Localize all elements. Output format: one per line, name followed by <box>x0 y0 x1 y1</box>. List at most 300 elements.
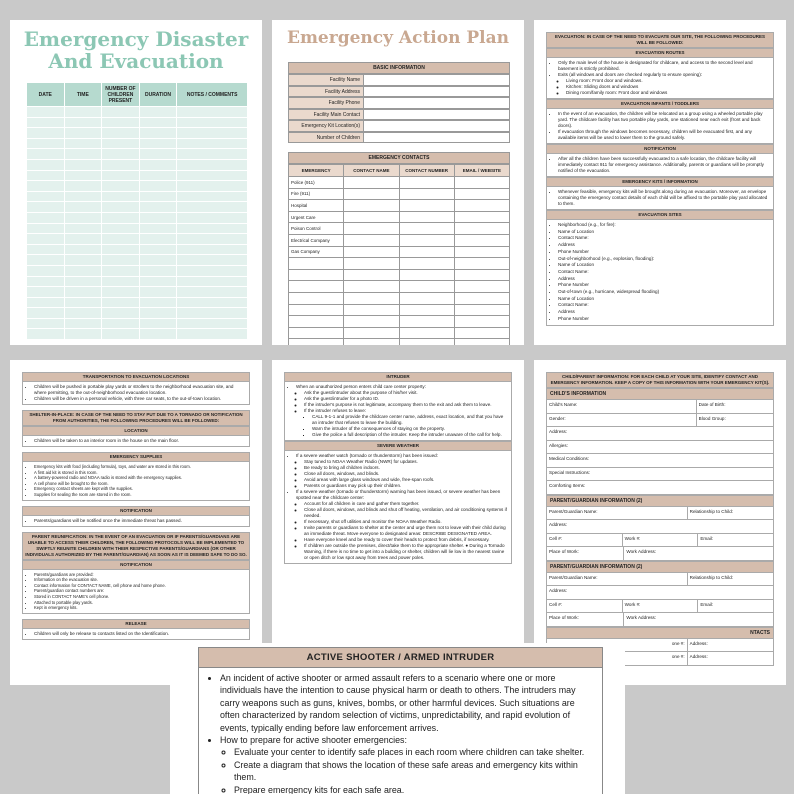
section-header: PARENT/GUARDIAN INFORMATION (2) <box>546 561 774 573</box>
table-cell[interactable] <box>102 255 140 266</box>
table-cell[interactable] <box>399 188 454 200</box>
table-cell[interactable] <box>177 138 248 149</box>
table-cell[interactable] <box>399 269 454 281</box>
table-cell[interactable] <box>139 234 177 245</box>
table-row <box>289 281 510 293</box>
table-cell[interactable] <box>454 281 509 293</box>
table-cell[interactable] <box>399 304 454 316</box>
cell-field[interactable]: Cell #: <box>547 534 623 547</box>
table-cell[interactable] <box>344 223 399 235</box>
table-cell[interactable] <box>454 223 509 235</box>
table-cell[interactable] <box>102 212 140 223</box>
table-cell[interactable] <box>102 308 140 319</box>
table-cell[interactable] <box>64 297 102 308</box>
list-item: • Address <box>558 276 770 283</box>
section-body <box>546 109 774 144</box>
table-cell[interactable] <box>139 138 177 149</box>
table-row <box>27 329 248 340</box>
address-field[interactable]: Address: <box>689 640 708 646</box>
field-input[interactable] <box>364 74 510 86</box>
section-body <box>546 187 774 210</box>
table-cell[interactable] <box>177 223 248 234</box>
table-cell[interactable] <box>177 318 248 329</box>
work-address-field[interactable]: Work Address: <box>626 549 657 554</box>
section-header: EVACUATION: IN CASE OF THE NEED TO EVACUATE OUR SITE, THE FOLLOWING PROCEDURES WILL BE FOLLOWED: <box>546 32 774 48</box>
table-cell[interactable] <box>177 107 248 118</box>
table-cell[interactable] <box>139 181 177 192</box>
table-cell[interactable] <box>102 244 140 255</box>
table-cell[interactable] <box>64 212 102 223</box>
table-cell[interactable] <box>64 170 102 181</box>
table-cell <box>289 327 344 339</box>
place-of-work-field[interactable]: Place of Work: <box>547 613 624 626</box>
list-item: ◦ Close all doors, windows, and blinds. <box>304 471 508 477</box>
table-cell[interactable] <box>344 339 399 345</box>
table-cell[interactable] <box>64 276 102 287</box>
list-item: ◦ Kitchen: Sliding doors and windows <box>566 84 770 90</box>
table-cell[interactable] <box>399 292 454 304</box>
list-item: • Contact Name: <box>558 269 770 276</box>
section-header: SEVERE WEATHER <box>284 441 512 451</box>
field-label: Number of Children <box>288 132 364 144</box>
table-cell[interactable] <box>344 327 399 339</box>
table-cell[interactable] <box>64 191 102 202</box>
table-cell[interactable] <box>177 287 248 298</box>
table-cell[interactable] <box>454 269 509 281</box>
table-cell[interactable] <box>139 202 177 213</box>
email-field[interactable]: Email: <box>700 535 714 541</box>
table-cell[interactable] <box>454 246 509 258</box>
table-cell[interactable] <box>102 318 140 329</box>
work-address-field[interactable]: Work Address: <box>626 615 657 620</box>
table-row <box>27 138 248 149</box>
table-cell[interactable] <box>344 188 399 200</box>
table-cell[interactable] <box>177 297 248 308</box>
blood-group-field[interactable]: Blood Group: <box>698 415 726 421</box>
table-cell[interactable] <box>177 276 248 287</box>
field-label: Emergency Kit Location(s) <box>288 120 364 132</box>
table-cell[interactable] <box>64 255 102 266</box>
table-cell[interactable] <box>27 149 65 160</box>
table-cell[interactable] <box>102 276 140 287</box>
table-cell[interactable] <box>139 255 177 266</box>
table-cell[interactable] <box>454 339 509 345</box>
work-number-field[interactable]: Work #: <box>623 534 699 547</box>
table-cell <box>289 339 344 345</box>
field-input[interactable] <box>364 120 510 132</box>
table-cell[interactable] <box>454 292 509 304</box>
evacuation-log-page <box>10 20 262 345</box>
emergency-contacts-table <box>288 164 510 345</box>
table-row <box>289 304 510 316</box>
table-row <box>27 265 248 276</box>
table-cell[interactable] <box>139 117 177 128</box>
table-row <box>27 244 248 255</box>
column-header: NOTES / COMMENTS <box>177 83 248 107</box>
list-item: ◦ Close all doors, windows, and blinds and shut off heating, ventilation, and air conditioning systems if needed. <box>304 507 508 519</box>
table-row <box>289 258 510 270</box>
table-cell[interactable] <box>177 265 248 276</box>
table-row <box>27 149 248 160</box>
table-cell[interactable] <box>139 318 177 329</box>
evacuation-procedures-page <box>534 20 786 345</box>
table-cell[interactable] <box>27 234 65 245</box>
zoomed-active-shooter-section <box>170 643 625 794</box>
table-cell: Urgent Care <box>289 211 344 223</box>
list-item: • Contact Name: <box>558 302 770 309</box>
email-field[interactable]: Email: <box>700 601 714 607</box>
list-item: • Phone Number <box>558 316 770 323</box>
list-item: • A battery-powered radio and NOAA radio is stored with the emergency supplies. <box>34 475 246 481</box>
table-cell[interactable] <box>177 329 248 340</box>
table-cell: Fire (911) <box>289 188 344 200</box>
section-header: PARENT/GUARDIAN INFORMATION (2) <box>546 495 774 507</box>
table-cell[interactable] <box>27 212 65 223</box>
table-cell[interactable] <box>64 202 102 213</box>
table-row <box>27 159 248 170</box>
table-cell[interactable] <box>177 149 248 160</box>
table-cell[interactable] <box>399 246 454 258</box>
section-header: EVACUATION SITES <box>546 210 774 220</box>
list-item: • Address <box>558 309 770 316</box>
table-cell[interactable] <box>102 107 140 118</box>
table-cell[interactable] <box>454 316 509 328</box>
table-cell[interactable] <box>64 128 102 139</box>
list-item: • A cell phone will be brought to the room. <box>34 481 246 487</box>
table-cell[interactable] <box>177 159 248 170</box>
section-body <box>198 668 603 794</box>
list-item: ◦ If children are outside the premises, direct/take them to the appropriate shelter. ● During a Tornado Warning, if there is no time to get into a building or shelter, children will lie low in the nearest ravine or open ditch or low spot away from trees and power poles. <box>304 543 508 561</box>
list-item: ◦ Prepare emergency kits for each safe area. <box>234 784 594 794</box>
table-cell[interactable] <box>399 327 454 339</box>
table-row <box>27 287 248 298</box>
table-cell[interactable] <box>399 316 454 328</box>
table-row <box>27 117 248 128</box>
form-row <box>288 120 510 132</box>
table-cell[interactable] <box>64 107 102 118</box>
list-item: • If a severe weather (tornado or thunderstorm) warning has been issued, or severe weather has been spotted near the childcare center: ◦ Account for all children in care and gather them together. ◦ Close all doors, windows, and blinds and shut off heating, ventilation, and air conditioning systems if needed. ◦ If necessary, shut off utilities and monitor the NOAA Weather Radio. ◦ Invite parents or guardians to shelter at the center and urge them not to leave with their child during an immediate threat. Move everyone to designated areas: DESCRIBE DESIGNATED AREA. ◦ Have everyone kneel and be ready to cover their heads to protect from debris, if necessary. ◦ If children are outside the premises, direct/take them to the appropriate shelter. ● During a Tornado Warning, if there is no time to get into a building or shelter, children will lie low in the nearest ravine or open ditch or low spot away from trees and power poles. <box>296 489 508 561</box>
column-header: EMERGENCY <box>289 165 344 177</box>
table-cell[interactable] <box>27 128 65 139</box>
table-cell[interactable] <box>139 107 177 118</box>
table-cell[interactable] <box>27 265 65 276</box>
table-cell[interactable] <box>139 287 177 298</box>
evacuation-log-table <box>26 82 248 340</box>
table-cell[interactable] <box>64 265 102 276</box>
list-item: • Children will be taken to an interior room in the house on the main floor. <box>34 438 246 444</box>
table-cell[interactable] <box>177 212 248 223</box>
table-cell[interactable] <box>177 234 248 245</box>
table-row <box>27 297 248 308</box>
section-header: NTACTS <box>546 627 774 639</box>
field-input[interactable] <box>364 109 510 121</box>
table-cell[interactable] <box>102 170 140 181</box>
section-header: INTRUDER <box>284 372 512 382</box>
section-header: LOCATION <box>22 426 250 436</box>
form-row <box>288 97 510 109</box>
section-header: NOTIFICATION <box>22 560 250 570</box>
table-cell[interactable] <box>139 191 177 202</box>
table-cell[interactable] <box>177 117 248 128</box>
table-cell[interactable] <box>27 159 65 170</box>
table-row <box>27 212 248 223</box>
table-row <box>289 223 510 235</box>
table-cell[interactable] <box>64 223 102 234</box>
parent-name-field[interactable]: Parent/Guardian Name: <box>547 507 688 520</box>
table-cell[interactable] <box>344 211 399 223</box>
table-cell[interactable] <box>102 181 140 192</box>
table-cell[interactable] <box>102 191 140 202</box>
place-of-work-field[interactable]: Place of Work: <box>547 547 624 560</box>
list-item: • Out-of-neighborhood (e.g., explosion, flooding): <box>558 256 770 263</box>
table-cell[interactable] <box>454 211 509 223</box>
cell-field[interactable]: Cell #: <box>547 600 623 613</box>
section-header: SHELTER-IN-PLACE: IN CASE OF THE NEED TO STAY PUT DUE TO A TORNADO OR NOTIFICATION FROM AUTHORITIES, THE FOLLOWING PROCEDURES WILL BE FOLLOWED: <box>22 410 250 426</box>
list-item: ◦ Create a diagram that shows the location of these safe areas and emergency kits within them. <box>234 759 594 784</box>
list-item: ◦ Avoid areas with large glass windows and wide, free-span roofs. <box>304 477 508 483</box>
table-row <box>289 316 510 328</box>
section-body <box>22 382 250 405</box>
table-cell[interactable] <box>64 138 102 149</box>
table-cell[interactable] <box>177 191 248 202</box>
section-header: NOTIFICATION <box>22 506 250 516</box>
table-cell[interactable] <box>102 329 140 340</box>
table-row <box>27 223 248 234</box>
table-row <box>27 318 248 329</box>
table-cell[interactable] <box>64 287 102 298</box>
table-cell[interactable] <box>399 200 454 212</box>
table-cell[interactable] <box>102 117 140 128</box>
section-header: BASIC INFORMATION <box>288 62 510 74</box>
list-item: • In the event of an evacuation, the children will be relocated as a group using a wheeled portable play yard. The childcare facility has two portable play yards, one stationed near each exit (front and back doors). <box>558 111 770 129</box>
list-item: • Whenever feasible, emergency kits will be brought along during an evacuation. Moreover, an envelope containing the emergency contact details of each child will be affixed to the portable play yard allocated to them. <box>558 189 770 207</box>
table-cell[interactable] <box>177 255 248 266</box>
table-cell[interactable] <box>139 244 177 255</box>
list-item: • Name of Location <box>558 229 770 236</box>
list-item: • Contact Name: <box>558 235 770 242</box>
table-cell[interactable] <box>64 234 102 245</box>
section-header: EMERGENCY SUPPLIES <box>22 452 250 462</box>
table-cell[interactable] <box>177 170 248 181</box>
table-cell[interactable] <box>64 159 102 170</box>
table-cell[interactable] <box>139 265 177 276</box>
table-cell[interactable] <box>64 149 102 160</box>
page-title: Emergency Disaster And Evacuation <box>23 27 249 73</box>
table-cell[interactable] <box>177 128 248 139</box>
table-cell[interactable] <box>102 287 140 298</box>
page-title: Emergency Action Plan <box>286 28 509 48</box>
table-cell <box>289 269 344 281</box>
table-cell[interactable] <box>454 200 509 212</box>
table-cell[interactable] <box>399 281 454 293</box>
table-cell[interactable] <box>399 223 454 235</box>
table-cell[interactable] <box>139 170 177 181</box>
table-cell[interactable] <box>27 287 65 298</box>
table-cell[interactable] <box>344 281 399 293</box>
section-header: ACTIVE SHOOTER / ARMED INTRUDER <box>198 647 603 668</box>
list-item: • Supplies for sealing the room are stored in the room. <box>34 492 246 498</box>
relationship-field[interactable]: Relationship to Child: <box>689 574 734 580</box>
list-item: • Children will only be release to contacts listed on the Identification. <box>34 631 246 637</box>
table-cell[interactable] <box>344 304 399 316</box>
table-cell[interactable] <box>454 188 509 200</box>
table-cell[interactable] <box>399 339 454 345</box>
list-item: ◦ Be ready to bring all children indoors. <box>304 465 508 471</box>
section-body <box>546 220 774 326</box>
list-item: • Out-of-town (e.g., hurricane, widespread flooding) <box>558 289 770 296</box>
table-cell[interactable] <box>102 159 140 170</box>
field-input[interactable] <box>364 132 510 144</box>
gender-field[interactable]: Gender: <box>547 414 697 427</box>
relationship-field[interactable]: Relationship to Child: <box>689 508 734 514</box>
table-cell[interactable] <box>454 327 509 339</box>
table-cell[interactable] <box>139 159 177 170</box>
table-cell[interactable] <box>102 149 140 160</box>
table-cell[interactable] <box>64 244 102 255</box>
table-cell[interactable] <box>139 297 177 308</box>
field-input[interactable] <box>364 97 510 109</box>
table-row <box>289 269 510 281</box>
table-cell[interactable] <box>27 138 65 149</box>
table-row <box>27 276 248 287</box>
table-cell[interactable] <box>64 308 102 319</box>
list-item: • Neighborhood (e.g., for fire): <box>558 222 770 229</box>
table-cell[interactable] <box>139 223 177 234</box>
table-cell[interactable] <box>344 234 399 246</box>
column-header: DATE <box>27 83 65 107</box>
intruder-weather-page <box>272 360 524 685</box>
table-cell[interactable] <box>177 244 248 255</box>
work-number-field[interactable]: Work #: <box>623 600 699 613</box>
list-item: ◦ If necessary, shut off utilities and monitor the NOAA Weather Radio. <box>304 519 508 525</box>
table-cell[interactable] <box>139 329 177 340</box>
table-cell[interactable] <box>399 258 454 270</box>
table-cell[interactable] <box>139 276 177 287</box>
table-cell[interactable] <box>27 297 65 308</box>
list-item: ◦ Evaluate your center to identify safe places in each room where children can take shelter. <box>234 746 594 758</box>
section-header: CHILD/PARENT INFORMATION: FOR EACH CHILD AT YOUR SITE, IDENTIFY CONTACT AND EMERGENCY INFORMATION. KEEP A COPY OF THIS INFORMATION WITH YOUR EMERGENCY KIT(S). <box>546 372 774 388</box>
table-cell[interactable] <box>27 308 65 319</box>
table-cell[interactable] <box>454 234 509 246</box>
table-cell[interactable] <box>64 181 102 192</box>
table-cell <box>289 258 344 270</box>
table-cell[interactable] <box>399 234 454 246</box>
address-field[interactable]: Address: <box>689 654 708 659</box>
table-cell[interactable] <box>139 149 177 160</box>
list-item: • Only the main level of the house is designated for childcare, and access to the second level and basement is strictly prohibited. <box>558 60 770 72</box>
table-row <box>289 246 510 258</box>
section-header: NOTIFICATION <box>546 144 774 154</box>
table-cell[interactable] <box>177 308 248 319</box>
table-cell[interactable] <box>139 212 177 223</box>
table-cell[interactable] <box>344 258 399 270</box>
address-field[interactable]: Address: <box>549 522 568 527</box>
table-cell[interactable] <box>344 200 399 212</box>
table-cell[interactable] <box>64 318 102 329</box>
table-cell[interactable] <box>27 170 65 181</box>
list-item: • Name of Location <box>558 296 770 303</box>
table-cell[interactable] <box>27 202 65 213</box>
table-cell[interactable] <box>344 292 399 304</box>
table-cell[interactable] <box>399 211 454 223</box>
table-cell[interactable] <box>27 117 65 128</box>
table-cell[interactable] <box>27 181 65 192</box>
comfort-items-field[interactable]: Comforting Items: <box>549 483 586 488</box>
dob-field[interactable]: Date of Birth: <box>698 402 726 407</box>
table-cell[interactable] <box>102 265 140 276</box>
table-cell[interactable] <box>102 138 140 149</box>
table-cell[interactable] <box>177 181 248 192</box>
table-cell[interactable] <box>399 177 454 189</box>
table-cell[interactable] <box>27 329 65 340</box>
list-item: • If evacuation through the windows becomes necessary, children will be evacuated first, and any available items will be used to lower them to the ground safely. <box>558 129 770 141</box>
table-cell[interactable] <box>27 191 65 202</box>
table-cell[interactable] <box>454 258 509 270</box>
table-cell[interactable] <box>102 234 140 245</box>
list-item: ◦ Account for all children in care and gather them together. <box>304 501 508 507</box>
table-cell[interactable] <box>344 246 399 258</box>
table-cell[interactable] <box>454 177 509 189</box>
table-cell[interactable] <box>64 117 102 128</box>
table-cell[interactable] <box>344 269 399 281</box>
table-cell[interactable] <box>64 329 102 340</box>
address-field[interactable]: Address: <box>549 588 568 593</box>
list-item: • After all the children have been successfully evacuated to a safe location, the childcare facility will immediately contact 911 for emergency assistance. Additionally, parents or guardians will be promptly notified of the evacuation. <box>558 156 770 174</box>
table-cell[interactable] <box>102 297 140 308</box>
table-cell[interactable] <box>27 244 65 255</box>
field-input[interactable] <box>364 86 510 98</box>
section-body <box>546 154 774 177</box>
table-cell[interactable] <box>27 318 65 329</box>
table-cell <box>289 304 344 316</box>
field-label: Facility Main Contact <box>288 109 364 121</box>
table-row <box>27 255 248 266</box>
phone-field[interactable]: one #: <box>547 639 688 652</box>
table-cell[interactable] <box>344 316 399 328</box>
table-row <box>289 339 510 345</box>
list-item: • Children will be pushed in portable play yards or strollers to the neighborhood evacuation site, and where permitting, to the out-of-neighborhood evacuation location. <box>34 384 246 396</box>
list-item: ▪ Warn the intruder of the consequences of staying on the property. <box>312 426 508 432</box>
child-name-field[interactable]: Child's Name: <box>547 400 697 413</box>
table-cell[interactable] <box>27 107 65 118</box>
allergies-field[interactable]: Allergies: <box>549 442 568 448</box>
table-cell[interactable] <box>27 276 65 287</box>
list-item: • Parents/guardians are provided: <box>34 572 246 578</box>
special-instructions-field[interactable]: Special Instructions: <box>549 469 591 475</box>
table-cell[interactable] <box>27 223 65 234</box>
action-plan-page <box>272 20 524 345</box>
list-item: • A first aid kit is stored in this room. <box>34 470 246 476</box>
table-cell[interactable] <box>102 128 140 139</box>
table-cell[interactable] <box>454 304 509 316</box>
address-field[interactable]: Address: <box>549 429 568 434</box>
table-cell[interactable] <box>344 177 399 189</box>
medical-field[interactable]: Medical Conditions: <box>549 456 590 461</box>
form-row <box>288 132 510 144</box>
table-cell[interactable] <box>27 255 65 266</box>
parent-name-field[interactable]: Parent/Guardian Name: <box>547 573 688 586</box>
list-item: ◦ Ask the guest/intruder for a photo ID. <box>304 396 508 402</box>
table-cell[interactable] <box>139 128 177 139</box>
section-body <box>284 382 512 441</box>
table-cell[interactable] <box>177 202 248 213</box>
phone-field[interactable]: one #: <box>547 652 688 665</box>
table-cell[interactable] <box>102 223 140 234</box>
table-cell[interactable] <box>139 308 177 319</box>
table-cell[interactable] <box>102 202 140 213</box>
list-item: • Phone Number <box>558 282 770 289</box>
section-header: EMERGENCY KITS / INFORMATION <box>546 177 774 187</box>
